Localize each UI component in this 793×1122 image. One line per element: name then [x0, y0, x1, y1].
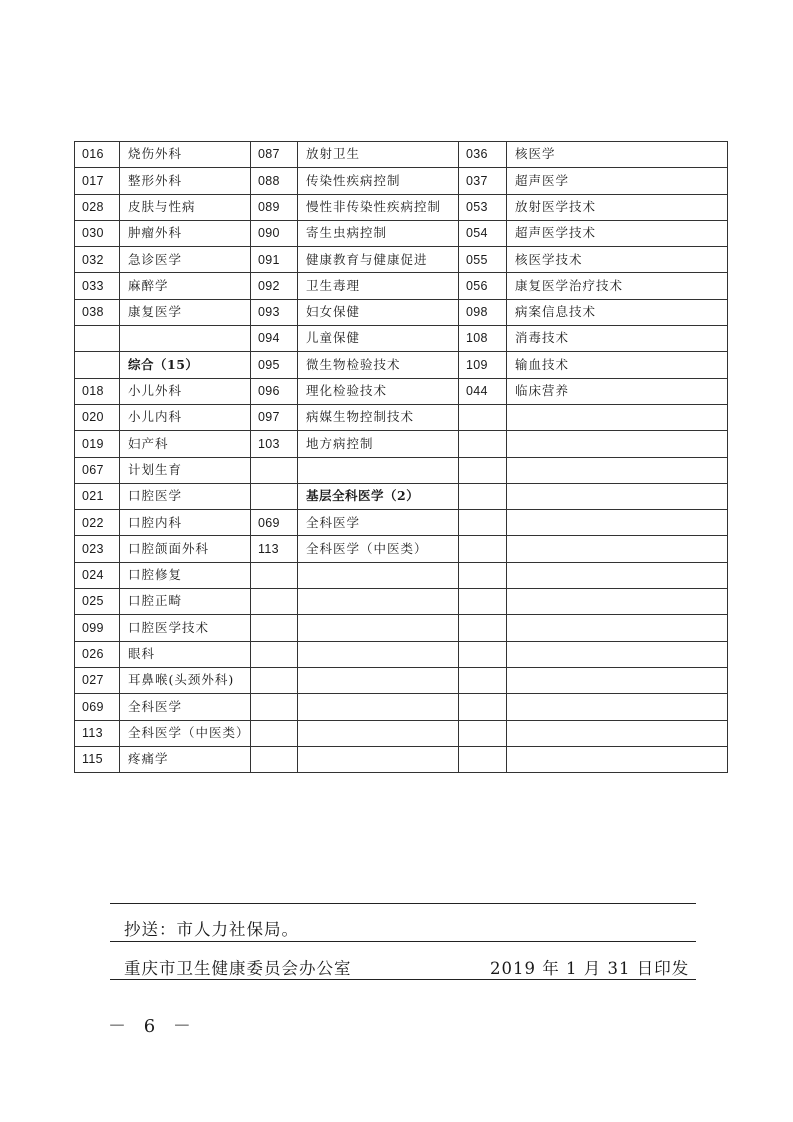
page-number: － 6 －	[108, 1016, 197, 1037]
issue-date: 2019 年 1 月 31 日印发	[490, 959, 690, 978]
specialty-code-cell: 108	[459, 326, 507, 352]
table-row	[75, 694, 728, 720]
specialty-code-cell: 030	[75, 220, 120, 246]
specialty-name-cell	[298, 720, 459, 746]
specialty-name-cell: 消毒技术	[507, 326, 728, 352]
footer-bottom-rule	[110, 979, 696, 980]
specialty-code-cell	[251, 667, 298, 693]
specialty-name-cell	[298, 694, 459, 720]
table-row	[75, 720, 728, 746]
specialty-code-cell: 113	[75, 720, 120, 746]
specialty-name-cell: 小儿外科	[120, 378, 251, 404]
specialty-code-cell	[459, 431, 507, 457]
specialty-code-cell: 032	[75, 247, 120, 273]
specialty-code-cell: 091	[251, 247, 298, 273]
specialty-name-cell: 妇产科	[120, 431, 251, 457]
specialty-name-cell: 放射医学技术	[507, 194, 728, 220]
specialty-name-cell: 全科医学（中医类）	[120, 720, 251, 746]
specialty-code-cell: 094	[251, 326, 298, 352]
specialty-name-cell	[507, 694, 728, 720]
specialty-code-cell: 055	[459, 247, 507, 273]
specialty-name-cell	[507, 510, 728, 536]
specialty-code-cell	[459, 746, 507, 772]
specialty-name-cell: 寄生虫病控制	[298, 220, 459, 246]
specialty-code-cell	[251, 615, 298, 641]
table-row	[75, 168, 728, 194]
specialty-name-cell: 妇女保健	[298, 299, 459, 325]
specialty-code-cell: 037	[459, 168, 507, 194]
specialty-code-cell: 016	[75, 142, 120, 168]
table-row	[75, 457, 728, 483]
specialty-name-cell: 口腔正畸	[120, 589, 251, 615]
specialty-name-cell	[507, 641, 728, 667]
specialty-code-cell	[459, 404, 507, 430]
specialty-code-cell	[459, 510, 507, 536]
specialty-code-cell: 092	[251, 273, 298, 299]
specialty-name-cell: 眼科	[120, 641, 251, 667]
specialty-code-cell	[75, 352, 120, 378]
specialty-name-cell: 全科医学（中医类）	[298, 536, 459, 562]
specialty-name-cell	[507, 483, 728, 509]
specialty-name-cell: 肿瘤外科	[120, 220, 251, 246]
specialty-code-cell: 098	[459, 299, 507, 325]
specialty-code-cell: 056	[459, 273, 507, 299]
specialty-code-cell: 115	[75, 746, 120, 772]
specialty-name-cell: 康复医学治疗技术	[507, 273, 728, 299]
specialty-code-cell: 036	[459, 142, 507, 168]
table-row	[75, 194, 728, 220]
specialty-code-cell: 019	[75, 431, 120, 457]
specialty-name-cell	[507, 615, 728, 641]
specialty-code-cell	[459, 694, 507, 720]
specialty-name-cell: 输血技术	[507, 352, 728, 378]
specialty-table	[74, 141, 728, 773]
specialty-name-cell	[507, 667, 728, 693]
table-row	[75, 641, 728, 667]
specialty-code-cell: 018	[75, 378, 120, 404]
specialty-code-cell	[459, 720, 507, 746]
table-row	[75, 299, 728, 325]
specialty-code-cell: 069	[75, 694, 120, 720]
specialty-name-cell: 地方病控制	[298, 431, 459, 457]
table-body	[75, 142, 728, 773]
specialty-code-cell: 053	[459, 194, 507, 220]
specialty-code-cell: 021	[75, 483, 120, 509]
specialty-name-cell: 口腔内科	[120, 510, 251, 536]
specialty-name-cell: 慢性非传染性疾病控制	[298, 194, 459, 220]
specialty-name-cell	[507, 720, 728, 746]
category-heading-cell: 综合（15）	[120, 352, 251, 378]
specialty-code-cell	[251, 483, 298, 509]
table-row	[75, 352, 728, 378]
specialty-code-cell	[459, 615, 507, 641]
specialty-code-cell: 024	[75, 562, 120, 588]
specialty-code-cell: 069	[251, 510, 298, 536]
footer-top-rule	[110, 903, 696, 904]
table-row	[75, 247, 728, 273]
specialty-code-cell: 054	[459, 220, 507, 246]
specialty-name-cell	[507, 589, 728, 615]
table-row	[75, 326, 728, 352]
table-row	[75, 667, 728, 693]
specialty-name-cell: 口腔医学技术	[120, 615, 251, 641]
specialty-code-cell	[251, 589, 298, 615]
specialty-name-cell	[507, 746, 728, 772]
specialty-name-cell: 理化检验技术	[298, 378, 459, 404]
specialty-name-cell: 放射卫生	[298, 142, 459, 168]
specialty-code-cell	[459, 536, 507, 562]
specialty-name-cell	[507, 431, 728, 457]
specialty-name-cell	[298, 641, 459, 667]
specialty-code-cell: 044	[459, 378, 507, 404]
table-row	[75, 431, 728, 457]
specialty-name-cell	[298, 589, 459, 615]
table-row	[75, 615, 728, 641]
specialty-name-cell: 烧伤外科	[120, 142, 251, 168]
specialty-code-cell: 067	[75, 457, 120, 483]
category-heading-cell: 基层全科医学（2）	[298, 483, 459, 509]
specialty-code-cell	[459, 667, 507, 693]
specialty-name-cell: 皮肤与性病	[120, 194, 251, 220]
specialty-name-cell	[507, 457, 728, 483]
specialty-name-cell	[298, 457, 459, 483]
table-row	[75, 220, 728, 246]
specialty-name-cell	[120, 326, 251, 352]
table-row	[75, 273, 728, 299]
specialty-name-cell: 全科医学	[298, 510, 459, 536]
specialty-code-cell: 103	[251, 431, 298, 457]
specialty-name-cell: 超声医学技术	[507, 220, 728, 246]
specialty-code-cell: 028	[75, 194, 120, 220]
specialty-name-cell	[298, 615, 459, 641]
specialty-name-cell: 康复医学	[120, 299, 251, 325]
specialty-name-cell: 病媒生物控制技术	[298, 404, 459, 430]
specialty-name-cell: 小儿内科	[120, 404, 251, 430]
specialty-code-cell: 109	[459, 352, 507, 378]
specialty-name-cell: 健康教育与健康促进	[298, 247, 459, 273]
specialty-name-cell: 疼痛学	[120, 746, 251, 772]
specialty-code-cell	[459, 589, 507, 615]
table-row	[75, 746, 728, 772]
issuer-name: 重庆市卫生健康委员会办公室	[124, 959, 352, 978]
table-row	[75, 404, 728, 430]
specialty-name-cell: 口腔医学	[120, 483, 251, 509]
specialty-code-cell	[459, 483, 507, 509]
specialty-name-cell: 传染性疾病控制	[298, 168, 459, 194]
specialty-code-cell	[251, 641, 298, 667]
specialty-code-cell: 088	[251, 168, 298, 194]
specialty-code-cell	[251, 694, 298, 720]
specialty-code-cell: 038	[75, 299, 120, 325]
specialty-code-cell	[75, 326, 120, 352]
table-row	[75, 483, 728, 509]
specialty-name-cell: 儿童保健	[298, 326, 459, 352]
specialty-name-cell: 麻醉学	[120, 273, 251, 299]
specialty-code-cell: 099	[75, 615, 120, 641]
table-row	[75, 589, 728, 615]
specialty-name-cell: 临床营养	[507, 378, 728, 404]
specialty-code-cell: 023	[75, 536, 120, 562]
specialty-name-cell	[507, 536, 728, 562]
specialty-code-cell	[459, 457, 507, 483]
specialty-code-cell	[251, 746, 298, 772]
table-row	[75, 510, 728, 536]
footer-middle-rule	[110, 941, 696, 942]
specialty-name-cell: 口腔颌面外科	[120, 536, 251, 562]
specialty-name-cell: 卫生毒理	[298, 273, 459, 299]
specialty-code-cell: 093	[251, 299, 298, 325]
specialty-code-cell: 027	[75, 667, 120, 693]
specialty-name-cell	[298, 746, 459, 772]
specialty-name-cell: 核医学	[507, 142, 728, 168]
specialty-code-cell: 025	[75, 589, 120, 615]
specialty-code-cell: 020	[75, 404, 120, 430]
specialty-code-cell: 089	[251, 194, 298, 220]
specialty-name-cell	[298, 562, 459, 588]
specialty-name-cell: 急诊医学	[120, 247, 251, 273]
specialty-code-cell: 097	[251, 404, 298, 430]
specialty-name-cell: 核医学技术	[507, 247, 728, 273]
specialty-name-cell	[507, 404, 728, 430]
specialty-code-cell	[251, 720, 298, 746]
specialty-name-cell	[507, 562, 728, 588]
specialty-code-cell: 090	[251, 220, 298, 246]
specialty-name-cell: 微生物检验技术	[298, 352, 459, 378]
specialty-code-cell: 022	[75, 510, 120, 536]
table-row	[75, 378, 728, 404]
specialty-name-cell: 口腔修复	[120, 562, 251, 588]
specialty-name-cell	[298, 667, 459, 693]
specialty-name-cell: 全科医学	[120, 694, 251, 720]
specialty-code-cell	[251, 457, 298, 483]
table-row	[75, 536, 728, 562]
specialty-code-cell	[459, 641, 507, 667]
specialty-name-cell: 超声医学	[507, 168, 728, 194]
specialty-code-cell: 087	[251, 142, 298, 168]
specialty-code-cell	[251, 562, 298, 588]
specialty-code-cell: 096	[251, 378, 298, 404]
table-row	[75, 562, 728, 588]
specialty-code-cell: 026	[75, 641, 120, 667]
specialty-code-cell: 113	[251, 536, 298, 562]
specialty-name-cell: 病案信息技术	[507, 299, 728, 325]
table-row	[75, 142, 728, 168]
specialty-code-cell: 095	[251, 352, 298, 378]
specialty-name-cell: 计划生育	[120, 457, 251, 483]
cc-text: 抄送：市人力社保局。	[124, 920, 299, 939]
specialty-name-cell: 耳鼻喉(头颈外科)	[120, 667, 251, 693]
specialty-name-cell: 整形外科	[120, 168, 251, 194]
specialty-code-cell: 017	[75, 168, 120, 194]
specialty-code-cell: 033	[75, 273, 120, 299]
specialty-code-cell	[459, 562, 507, 588]
